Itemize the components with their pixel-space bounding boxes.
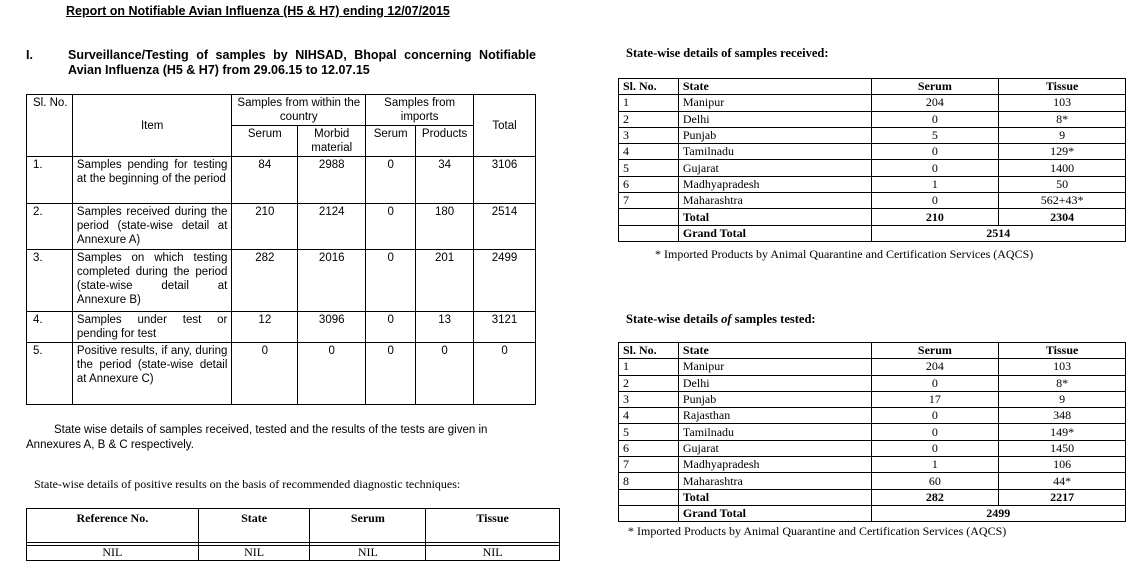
row-total: 3106 (474, 157, 536, 204)
header-tissue: Tissue (999, 343, 1126, 359)
positive-results-heading: State-wise details of positive results on the basis of recommended diagnostic techniques: (34, 477, 461, 491)
cell-tissue: 103 (999, 359, 1126, 375)
grand-total-value: 2499 (871, 505, 1125, 521)
row-import-serum: 0 (366, 204, 416, 250)
cell-tissue: 562+43* (999, 193, 1126, 209)
grand-total-row (619, 225, 1126, 241)
table-row (619, 144, 1126, 160)
row-total: 2514 (474, 204, 536, 250)
cell-tissue: 149* (999, 424, 1126, 440)
row-total: 0 (474, 343, 536, 405)
row-item: Samples received during the period (state-wise detail at Annexure A) (72, 204, 231, 250)
table-row (27, 250, 536, 312)
header-state: State (198, 509, 310, 543)
header-serum: Serum (871, 343, 999, 359)
annexure-paragraph: State wise details of samples received, tested and the results of the tests are given in Annexures A, B & C respectively. (26, 424, 488, 451)
cell-tissue: 44* (999, 473, 1126, 489)
row-import-serum: 0 (366, 157, 416, 204)
header-morbid: Morbid material (298, 126, 366, 157)
row-products: 201 (416, 250, 474, 312)
table-header-row (619, 79, 1126, 95)
row-sl: 4. (27, 312, 73, 343)
cell-sl: 3 (619, 391, 679, 407)
cell-serum: 204 (871, 95, 999, 111)
total-row (619, 209, 1126, 225)
row-serum: 12 (232, 312, 298, 343)
row-morbid: 2988 (298, 157, 366, 204)
cell-sl: 6 (619, 176, 679, 192)
row-morbid: 0 (298, 343, 366, 405)
row-morbid: 2016 (298, 250, 366, 312)
cell-state: Madhyapradesh (678, 176, 871, 192)
header-products: Products (416, 126, 474, 157)
row-item: Samples under test or pending for test (72, 312, 231, 343)
cell-sl: 2 (619, 111, 679, 127)
header-imports: Samples from imports (366, 95, 474, 126)
cell-tissue: 1450 (999, 440, 1126, 456)
cell-sl: 5 (619, 424, 679, 440)
table-row (27, 546, 560, 561)
row-serum: 282 (232, 250, 298, 312)
cell-state: Gujarat (678, 440, 871, 456)
cell-tissue: 50 (999, 176, 1126, 192)
table-row (619, 111, 1126, 127)
table-row (619, 375, 1126, 391)
surveillance-table (26, 94, 536, 405)
cell-tissue: 9 (999, 127, 1126, 143)
cell-serum: NIL (310, 546, 426, 561)
cell-state: Delhi (678, 375, 871, 391)
row-import-serum: 0 (366, 312, 416, 343)
row-products: 180 (416, 204, 474, 250)
row-products: 34 (416, 157, 474, 204)
cell-state: Maharashtra (678, 473, 871, 489)
cell-serum: 60 (871, 473, 999, 489)
cell-tissue: 8* (999, 111, 1126, 127)
total-serum: 210 (871, 209, 999, 225)
cell-tissue: 103 (999, 95, 1126, 111)
table-row (27, 204, 536, 250)
header-total: Total (474, 95, 536, 157)
header-within: Samples from within the country (232, 95, 366, 126)
cell-sl: 5 (619, 160, 679, 176)
cell-serum: 0 (871, 440, 999, 456)
table-row (619, 176, 1126, 192)
tested-heading: State-wise details of samples tested: (626, 312, 816, 326)
cell-tissue: 1400 (999, 160, 1126, 176)
cell-serum: 0 (871, 424, 999, 440)
row-serum: 84 (232, 157, 298, 204)
cell-serum: 0 (871, 193, 999, 209)
table-row (619, 408, 1126, 424)
tested-footnote: * Imported Products by Animal Quarantine and Certification Services (AQCS) (628, 524, 1007, 538)
cell-serum: 0 (871, 160, 999, 176)
cell-serum: 204 (871, 359, 999, 375)
section-number: I. (26, 48, 33, 62)
table-row (619, 160, 1126, 176)
received-table (618, 78, 1126, 242)
header-sl: Sl. No. (619, 79, 679, 95)
cell-tissue: 129* (999, 144, 1126, 160)
header-reference-no: Reference No. (27, 509, 199, 543)
row-item: Samples on which testing completed during the period (state-wise detail at Annexure B) (72, 250, 231, 312)
row-serum: 0 (232, 343, 298, 405)
table-row (619, 359, 1126, 375)
table-row (27, 312, 536, 343)
cell-state: Madhyapradesh (678, 457, 871, 473)
cell-sl: 8 (619, 473, 679, 489)
cell-state: Rajasthan (678, 408, 871, 424)
cell-state: Maharashtra (678, 193, 871, 209)
cell-state: Delhi (678, 111, 871, 127)
cell-sl: 1 (619, 95, 679, 111)
report-title: Report on Notifiable Avian Influenza (H5 & H7) ending 12/07/2015 (66, 4, 450, 18)
cell-reference-no: NIL (27, 546, 199, 561)
table-row (619, 391, 1126, 407)
cell-state: Manipur (678, 359, 871, 375)
table-row (619, 127, 1126, 143)
cell-sl: 7 (619, 457, 679, 473)
header-serum: Serum (232, 126, 298, 157)
cell-sl: 4 (619, 144, 679, 160)
cell-sl: 3 (619, 127, 679, 143)
received-heading: State-wise details of samples received: (626, 46, 829, 60)
section-heading: Surveillance/Testing of samples by NIHSAD, Bhopal concerning Notifiable Avian Influenza (H5 & H7) from 29.06.15 to 12.07.15 (68, 48, 536, 77)
header-item: Item (72, 95, 231, 157)
cell-serum: 5 (871, 127, 999, 143)
cell-state: Tamilnadu (678, 424, 871, 440)
grand-total-label: Grand Total (678, 505, 871, 521)
row-total: 2499 (474, 250, 536, 312)
table-row (27, 343, 536, 405)
cell-state: Punjab (678, 391, 871, 407)
total-tissue: 2217 (999, 489, 1126, 505)
header-serum: Serum (310, 509, 426, 543)
cell-serum: 0 (871, 144, 999, 160)
table-row (27, 157, 536, 204)
cell-tissue: 9 (999, 391, 1126, 407)
header-import-serum: Serum (366, 126, 416, 157)
cell-tissue: 348 (999, 408, 1126, 424)
row-item: Positive results, if any, during the period (state-wise detail at Annexure C) (72, 343, 231, 405)
row-sl: 2. (27, 204, 73, 250)
cell-tissue: 106 (999, 457, 1126, 473)
cell-serum: 17 (871, 391, 999, 407)
grand-total-label: Grand Total (678, 225, 871, 241)
total-label: Total (678, 489, 871, 505)
table-row (619, 193, 1126, 209)
cell-state: Punjab (678, 127, 871, 143)
header-state: State (678, 343, 871, 359)
cell-sl: 1 (619, 359, 679, 375)
cell-sl: 7 (619, 193, 679, 209)
cell-sl: 2 (619, 375, 679, 391)
cell-tissue: 8* (999, 375, 1126, 391)
header-tissue: Tissue (426, 509, 560, 543)
row-sl: 1. (27, 157, 73, 204)
grand-total-value: 2514 (871, 225, 1125, 241)
table-row (619, 440, 1126, 456)
total-serum: 282 (871, 489, 999, 505)
cell-state: Gujarat (678, 160, 871, 176)
table-row (619, 95, 1126, 111)
cell-serum: 0 (871, 408, 999, 424)
row-morbid: 3096 (298, 312, 366, 343)
cell-tissue: NIL (426, 546, 560, 561)
cell-state: NIL (198, 546, 310, 561)
total-label: Total (678, 209, 871, 225)
row-products: 13 (416, 312, 474, 343)
tested-table (618, 342, 1126, 522)
cell-sl: 6 (619, 440, 679, 456)
cell-serum: 1 (871, 176, 999, 192)
row-sl: 3. (27, 250, 73, 312)
table-row (619, 473, 1126, 489)
header-sl: Sl. No. (27, 95, 73, 157)
table-row (619, 457, 1126, 473)
cell-serum: 1 (871, 457, 999, 473)
positive-results-table (26, 508, 560, 561)
cell-serum: 0 (871, 111, 999, 127)
header-sl: Sl. No. (619, 343, 679, 359)
table-row (619, 424, 1126, 440)
cell-serum: 0 (871, 375, 999, 391)
row-item: Samples pending for testing at the beginning of the period (72, 157, 231, 204)
cell-sl: 4 (619, 408, 679, 424)
cell-state: Tamilnadu (678, 144, 871, 160)
table-header-row (619, 343, 1126, 359)
row-import-serum: 0 (366, 250, 416, 312)
cell-state: Manipur (678, 95, 871, 111)
row-sl: 5. (27, 343, 73, 405)
header-tissue: Tissue (999, 79, 1126, 95)
total-tissue: 2304 (999, 209, 1126, 225)
received-footnote: * Imported Products by Animal Quarantine and Certification Services (AQCS) (655, 247, 1034, 261)
row-total: 3121 (474, 312, 536, 343)
grand-total-row (619, 505, 1126, 521)
row-import-serum: 0 (366, 343, 416, 405)
row-products: 0 (416, 343, 474, 405)
row-serum: 210 (232, 204, 298, 250)
total-row (619, 489, 1126, 505)
header-state: State (678, 79, 871, 95)
table-header-row (27, 95, 536, 126)
table-header-row (27, 509, 560, 543)
header-serum: Serum (871, 79, 999, 95)
row-morbid: 2124 (298, 204, 366, 250)
